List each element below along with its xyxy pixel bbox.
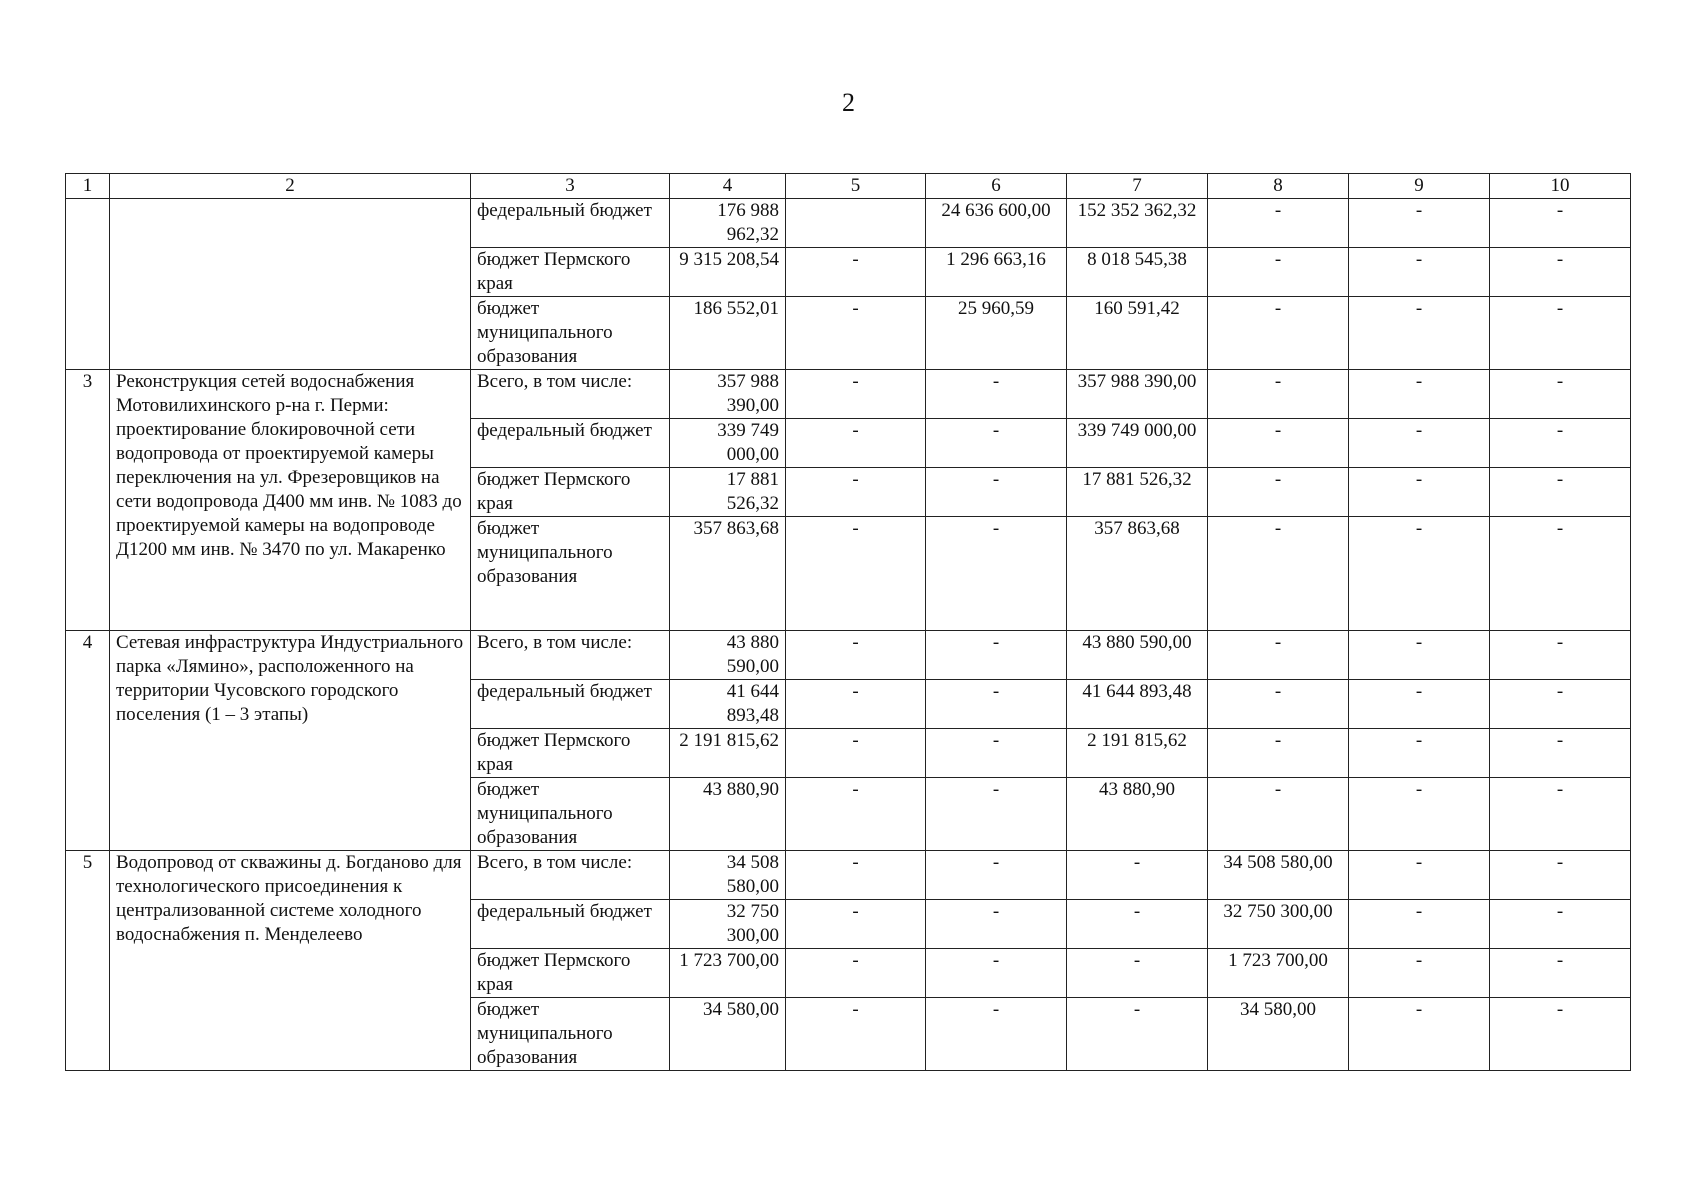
value-cell-col5: -: [786, 297, 926, 370]
header-cell: 10: [1490, 174, 1631, 199]
value-cell-col5: -: [786, 729, 926, 778]
value-cell-col8: 1 723 700,00: [1208, 949, 1349, 998]
value-cell-col8: -: [1208, 248, 1349, 297]
funding-source-cell: федеральный бюджет: [471, 419, 670, 468]
value-cell-col6: -: [926, 949, 1067, 998]
value-cell-col10: -: [1490, 998, 1631, 1071]
value-cell-col6: -: [926, 631, 1067, 680]
value-cell-col10: -: [1490, 631, 1631, 680]
value-cell-col7: 41 644 893,48: [1067, 680, 1208, 729]
value-cell-col6: 1 296 663,16: [926, 248, 1067, 297]
value-cell-col5: -: [786, 419, 926, 468]
value-cell-col5: -: [786, 851, 926, 900]
value-cell-col4: 339 749 000,00: [670, 419, 786, 468]
value-cell-col10: -: [1490, 900, 1631, 949]
table-row: [66, 370, 1631, 419]
value-cell-col10: -: [1490, 248, 1631, 297]
value-cell-col7: 43 880,90: [1067, 778, 1208, 851]
value-cell-col7: -: [1067, 998, 1208, 1071]
value-cell-col10: -: [1490, 680, 1631, 729]
value-cell-col6: -: [926, 900, 1067, 949]
funding-source-cell: бюджет муниципального образования: [471, 998, 670, 1071]
value-cell-col4: 43 880 590,00: [670, 631, 786, 680]
project-name-cell: Сетевая инфраструктура Индустриального парка «Лямино», расположенного на территории Чусовского городского поселения (1 – 3 этапы): [110, 631, 471, 851]
value-cell-col9: -: [1349, 468, 1490, 517]
value-cell-col9: -: [1349, 778, 1490, 851]
value-cell-col7: 2 191 815,62: [1067, 729, 1208, 778]
row-number-cell: 4: [66, 631, 110, 851]
value-cell-col4: 357 863,68: [670, 517, 786, 631]
value-cell-col7: 339 749 000,00: [1067, 419, 1208, 468]
value-cell-col5: -: [786, 248, 926, 297]
funding-source-cell: федеральный бюджет: [471, 900, 670, 949]
funding-source-cell: бюджет муниципального образования: [471, 517, 670, 631]
value-cell-col5: -: [786, 370, 926, 419]
funding-source-cell: Всего, в том числе:: [471, 631, 670, 680]
budget-table: [65, 173, 1631, 1071]
funding-source-cell: бюджет муниципального образования: [471, 297, 670, 370]
funding-source-cell: бюджет муниципального образования: [471, 778, 670, 851]
header-cell: 4: [670, 174, 786, 199]
value-cell-col7: -: [1067, 949, 1208, 998]
value-cell-col4: 41 644 893,48: [670, 680, 786, 729]
funding-source-cell: Всего, в том числе:: [471, 370, 670, 419]
value-cell-col4: 43 880,90: [670, 778, 786, 851]
table-body: [66, 174, 1631, 1071]
header-cell: 6: [926, 174, 1067, 199]
value-cell-col6: -: [926, 778, 1067, 851]
value-cell-col5: -: [786, 680, 926, 729]
value-cell-col10: -: [1490, 419, 1631, 468]
value-cell-col8: -: [1208, 297, 1349, 370]
value-cell-col9: -: [1349, 370, 1490, 419]
value-cell-col6: -: [926, 680, 1067, 729]
value-cell-col9: -: [1349, 900, 1490, 949]
value-cell-col4: 176 988 962,32: [670, 199, 786, 248]
value-cell-col9: -: [1349, 199, 1490, 248]
value-cell-col7: -: [1067, 851, 1208, 900]
value-cell-col8: 34 508 580,00: [1208, 851, 1349, 900]
funding-source-cell: бюджет Пермского края: [471, 248, 670, 297]
funding-source-cell: федеральный бюджет: [471, 680, 670, 729]
value-cell-col7: 17 881 526,32: [1067, 468, 1208, 517]
value-cell-col10: -: [1490, 370, 1631, 419]
header-cell: 5: [786, 174, 926, 199]
value-cell-col5: -: [786, 517, 926, 631]
row-number-cell: 3: [66, 370, 110, 631]
value-cell-col7: -: [1067, 900, 1208, 949]
value-cell-col4: 32 750 300,00: [670, 900, 786, 949]
value-cell-col5: -: [786, 998, 926, 1071]
value-cell-col7: 357 863,68: [1067, 517, 1208, 631]
value-cell-col8: -: [1208, 631, 1349, 680]
value-cell-col7: 160 591,42: [1067, 297, 1208, 370]
value-cell-col8: -: [1208, 729, 1349, 778]
funding-source-cell: бюджет Пермского края: [471, 729, 670, 778]
funding-source-cell: бюджет Пермского края: [471, 468, 670, 517]
value-cell-col9: -: [1349, 517, 1490, 631]
value-cell-col4: 2 191 815,62: [670, 729, 786, 778]
row-number-cell: 5: [66, 851, 110, 1071]
value-cell-col10: -: [1490, 468, 1631, 517]
header-cell: 7: [1067, 174, 1208, 199]
value-cell-col4: 1 723 700,00: [670, 949, 786, 998]
value-cell-col10: -: [1490, 949, 1631, 998]
table-row: [66, 851, 1631, 900]
page-number: 2: [842, 88, 855, 117]
value-cell-col7: 357 988 390,00: [1067, 370, 1208, 419]
header-row: [66, 174, 1631, 199]
value-cell-col6: -: [926, 370, 1067, 419]
value-cell-col5: -: [786, 631, 926, 680]
value-cell-col10: -: [1490, 851, 1631, 900]
value-cell-col6: 25 960,59: [926, 297, 1067, 370]
value-cell-col9: -: [1349, 248, 1490, 297]
value-cell-col4: 9 315 208,54: [670, 248, 786, 297]
project-name-cell: [110, 199, 471, 370]
value-cell-col4: 186 552,01: [670, 297, 786, 370]
table-row: [66, 199, 1631, 248]
value-cell-col6: 24 636 600,00: [926, 199, 1067, 248]
value-cell-col8: -: [1208, 517, 1349, 631]
project-name-cell: Реконструкция сетей водоснабжения Мотовилихинского р-на г. Перми: проектирование блокировочной сети водопровода от проектируемой камеры переключения на ул. Фрезеровщиков на сети водопровода Д400 мм инв. № 1083 до проектируемой камеры на водопроводе Д1200 мм инв. № 3470 по ул. Макаренко: [110, 370, 471, 631]
value-cell-col4: 17 881 526,32: [670, 468, 786, 517]
value-cell-col5: -: [786, 900, 926, 949]
value-cell-col6: -: [926, 729, 1067, 778]
value-cell-col6: -: [926, 851, 1067, 900]
value-cell-col10: -: [1490, 517, 1631, 631]
value-cell-col6: -: [926, 419, 1067, 468]
value-cell-col10: -: [1490, 297, 1631, 370]
table-row: [66, 631, 1631, 680]
value-cell-col9: -: [1349, 998, 1490, 1071]
header-cell: 1: [66, 174, 110, 199]
value-cell-col5: -: [786, 949, 926, 998]
value-cell-col7: 8 018 545,38: [1067, 248, 1208, 297]
value-cell-col5: [786, 199, 926, 248]
value-cell-col10: -: [1490, 199, 1631, 248]
value-cell-col9: -: [1349, 949, 1490, 998]
header-cell: 9: [1349, 174, 1490, 199]
value-cell-col9: -: [1349, 297, 1490, 370]
value-cell-col8: -: [1208, 468, 1349, 517]
value-cell-col10: -: [1490, 778, 1631, 851]
value-cell-col7: 43 880 590,00: [1067, 631, 1208, 680]
value-cell-col6: -: [926, 468, 1067, 517]
value-cell-col6: -: [926, 998, 1067, 1071]
value-cell-col8: -: [1208, 778, 1349, 851]
value-cell-col6: -: [926, 517, 1067, 631]
value-cell-col4: 34 508 580,00: [670, 851, 786, 900]
value-cell-col9: -: [1349, 631, 1490, 680]
project-name-cell: Водопровод от скважины д. Богданово для технологического присоединения к централизованной системе холодного водоснабжения п. Менделеево: [110, 851, 471, 1071]
row-number-cell: [66, 199, 110, 370]
value-cell-col8: -: [1208, 680, 1349, 729]
value-cell-col8: 34 580,00: [1208, 998, 1349, 1071]
value-cell-col4: 357 988 390,00: [670, 370, 786, 419]
value-cell-col7: 152 352 362,32: [1067, 199, 1208, 248]
value-cell-col8: -: [1208, 370, 1349, 419]
header-cell: 3: [471, 174, 670, 199]
value-cell-col8: -: [1208, 199, 1349, 248]
value-cell-col9: -: [1349, 729, 1490, 778]
value-cell-col9: -: [1349, 419, 1490, 468]
value-cell-col8: -: [1208, 419, 1349, 468]
value-cell-col10: -: [1490, 729, 1631, 778]
funding-source-cell: бюджет Пермского края: [471, 949, 670, 998]
value-cell-col9: -: [1349, 851, 1490, 900]
funding-source-cell: федеральный бюджет: [471, 199, 670, 248]
value-cell-col8: 32 750 300,00: [1208, 900, 1349, 949]
value-cell-col5: -: [786, 468, 926, 517]
funding-source-cell: Всего, в том числе:: [471, 851, 670, 900]
value-cell-col4: 34 580,00: [670, 998, 786, 1071]
value-cell-col9: -: [1349, 680, 1490, 729]
header-cell: 2: [110, 174, 471, 199]
header-cell: 8: [1208, 174, 1349, 199]
value-cell-col5: -: [786, 778, 926, 851]
